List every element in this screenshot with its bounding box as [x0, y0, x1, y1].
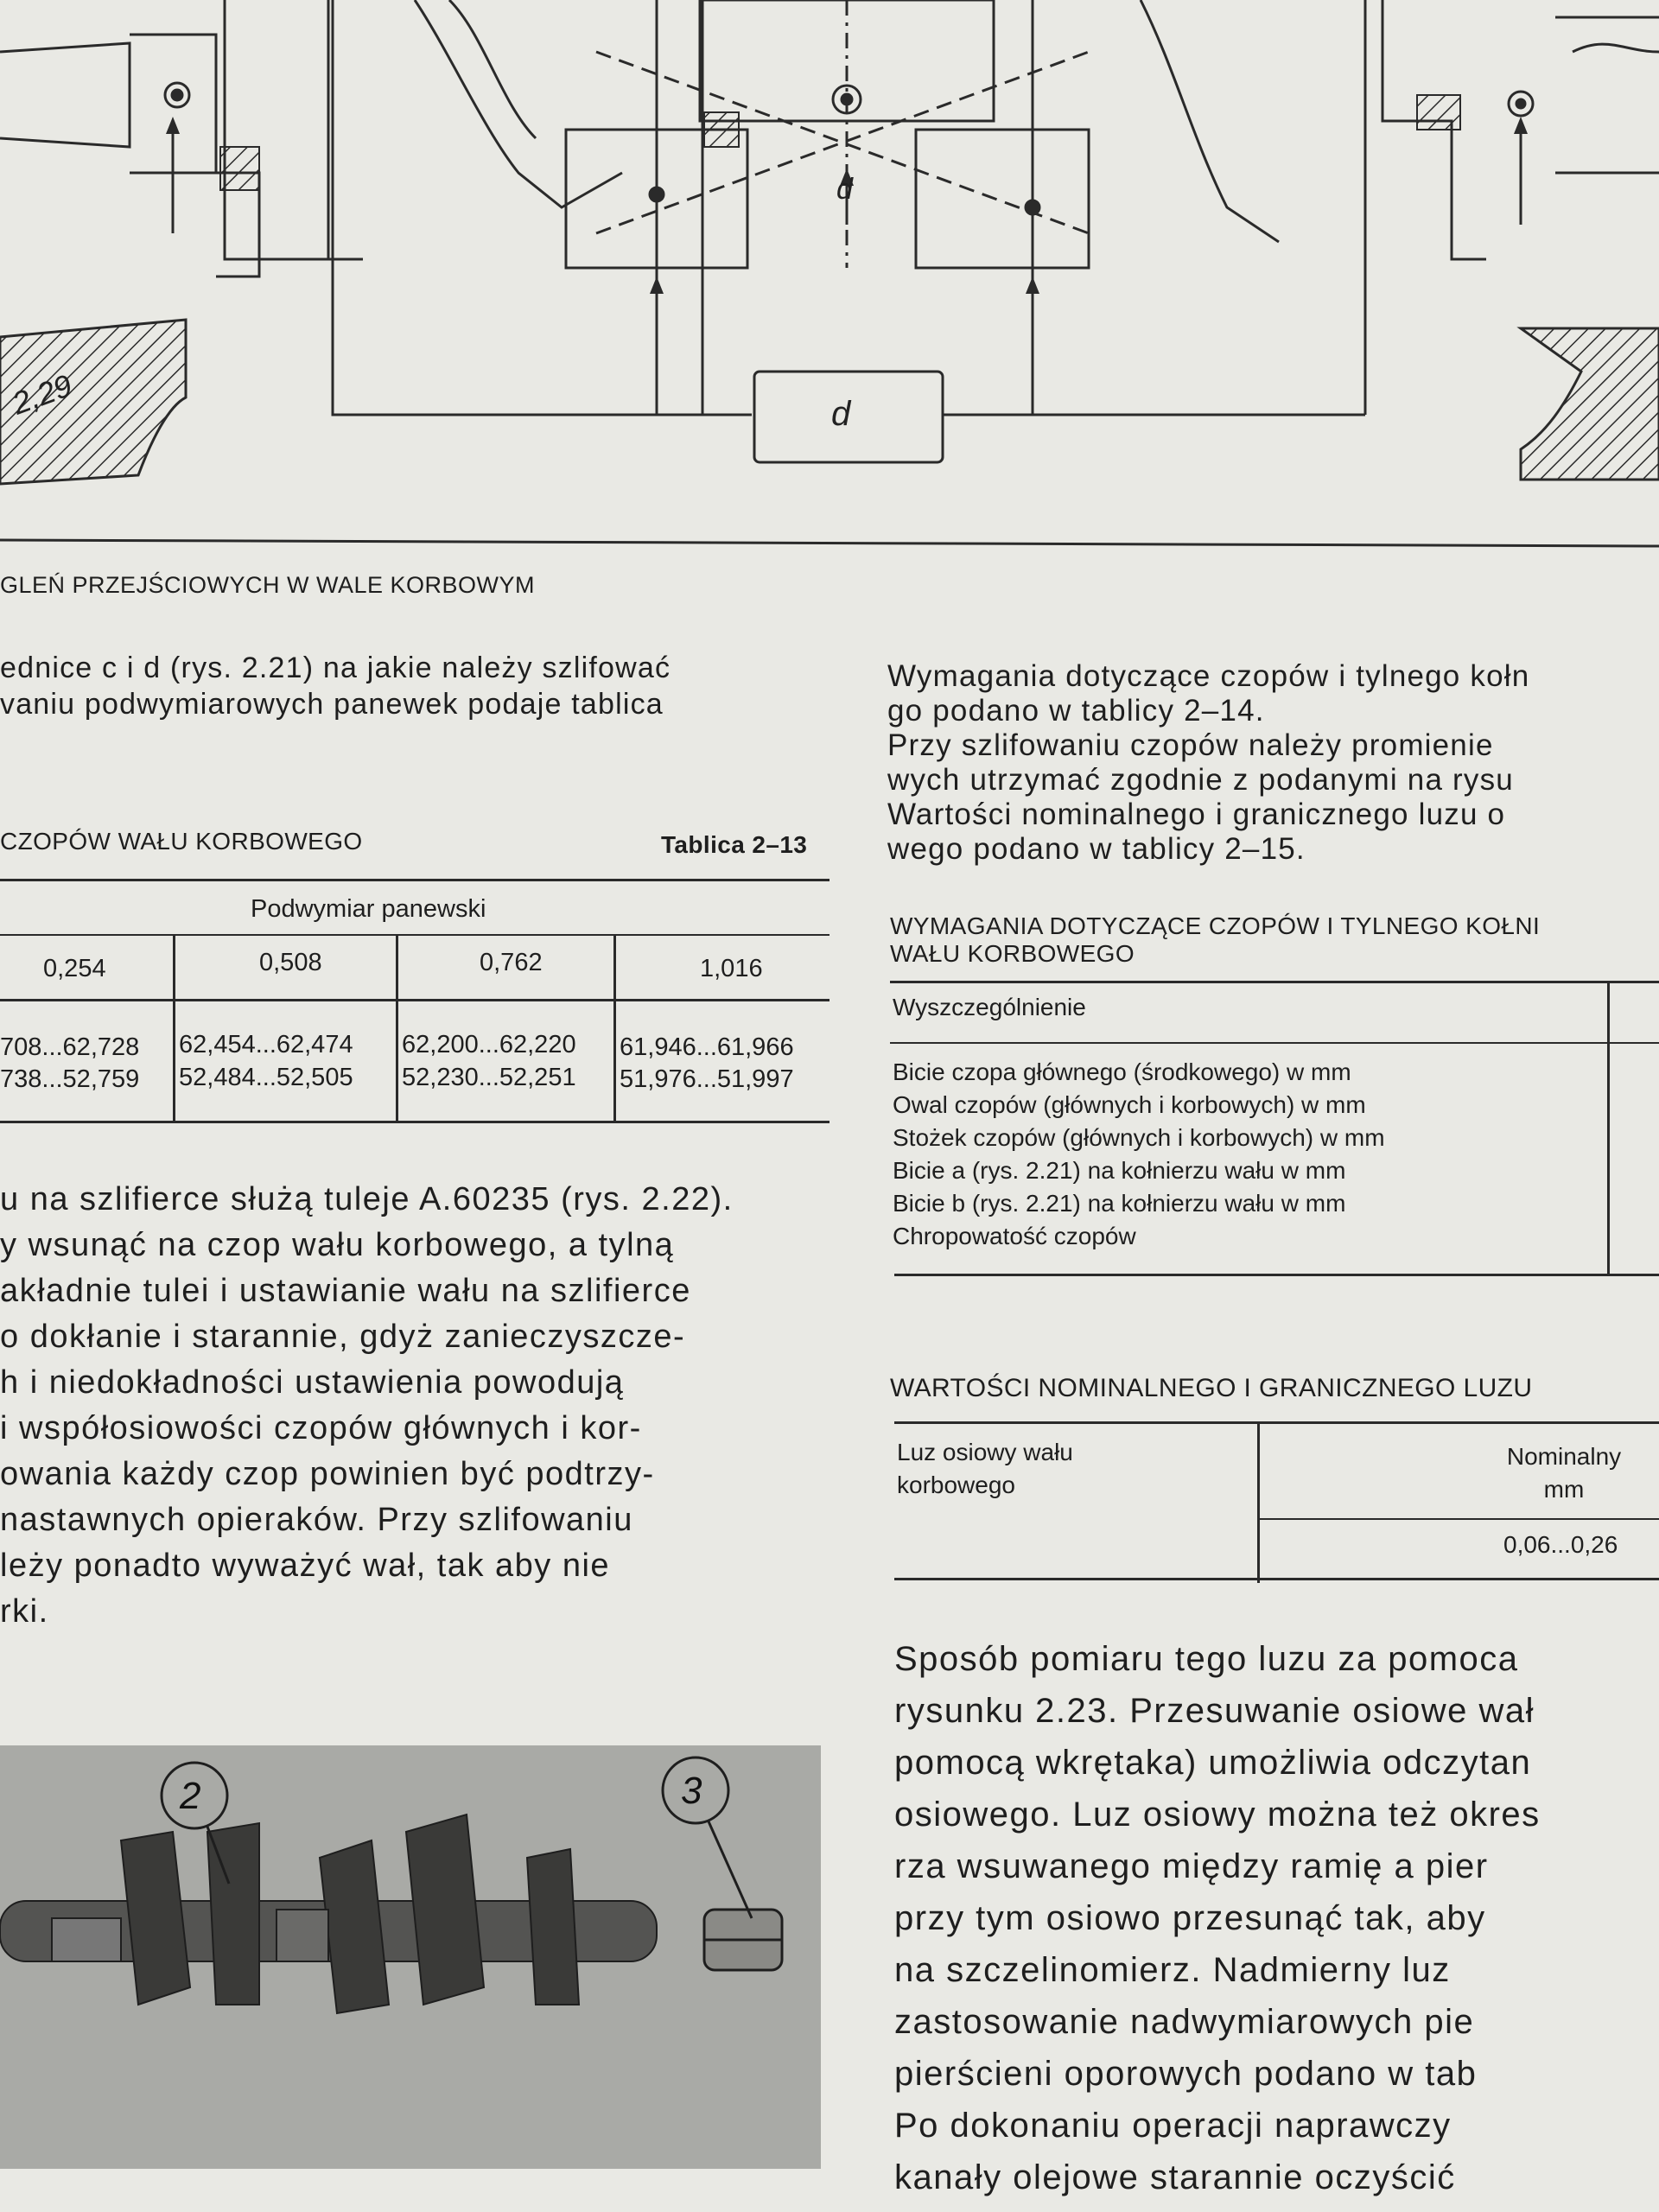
table-15-value: 0,06...0,26: [1503, 1531, 1618, 1558]
right-intro-line: Przy szlifowaniu czopów należy promienie: [887, 728, 1494, 762]
photo-label-2: 2: [180, 1775, 201, 1817]
table-13-group-header: Podwymiar panewski: [251, 895, 486, 923]
table-13-col-header: 1,016: [700, 955, 763, 982]
table-13-cell: 51,976...51,997: [620, 1065, 794, 1093]
table-13-cell: 62,200...62,220: [402, 1031, 576, 1058]
table-15-col-header-line: mm: [1543, 1476, 1585, 1503]
left-intro-line: ednice c i d (rys. 2.21) na jakie należy szlifować: [0, 652, 671, 684]
table-14-title-line: WAŁU KORBOWEGO: [890, 940, 1135, 967]
table-13-cell: 708...62,728: [0, 1033, 140, 1061]
left-body-line: akładnie tulei i ustawianie wału na szlifierce: [0, 1273, 691, 1309]
drawing-label-d-center: d: [836, 173, 853, 206]
right-body-line: rysunku 2.23. Przesuwanie osiowe wał: [894, 1692, 1535, 1730]
left-body-line: i współosiowości czopów głównych i kor-: [0, 1410, 642, 1446]
table-15-col-header: [1469, 1440, 1659, 1506]
table-13-cell: 61,946...61,966: [620, 1033, 794, 1061]
table-13-col-header: 0,762: [480, 949, 543, 976]
left-body-line: rki.: [0, 1593, 49, 1630]
table-15-col-header-line: Nominalny: [1506, 1443, 1622, 1470]
table-14-row: Stożek czopów (głównych i korbowych) w mm: [893, 1124, 1385, 1151]
left-body-line: owania każdy czop powinien być podtrzy-: [0, 1456, 655, 1492]
right-intro-line: wych utrzymać zgodnie z podanymi na rysu: [887, 763, 1514, 797]
table-13-cell: 52,484...52,505: [179, 1064, 353, 1091]
table-13-title: CZOPÓW WAŁU KORBOWEGO: [0, 828, 363, 855]
right-body-line: Sposób pomiaru tego luzu za pomoca: [894, 1640, 1519, 1678]
table-13-cell: 52,230...52,251: [402, 1064, 576, 1091]
table-15-row-label: [897, 1436, 1073, 1502]
table-15-row-label-line: Luz osiowy wału: [897, 1439, 1073, 1465]
table-13-col-header: 0,254: [43, 955, 106, 982]
left-intro: [0, 650, 671, 722]
crankshaft-photo-illustration: [0, 1745, 821, 2169]
table-14-row: Bicie a (rys. 2.21) na kołnierzu wału w mm: [893, 1157, 1346, 1184]
table-14-row: Bicie czopa głównego (środkowego) w mm: [893, 1058, 1351, 1085]
table-14-header: Wyszczególnienie: [893, 994, 1086, 1020]
right-body: [894, 1633, 1541, 2203]
right-body-line: zastosowanie nadwymiarowych pie: [894, 2003, 1475, 2041]
left-body: [0, 1177, 734, 1635]
right-body-line: Po dokonaniu operacji naprawczy: [894, 2107, 1452, 2145]
table-14-row: Bicie b (rys. 2.21) na kołnierzu wału w mm: [893, 1190, 1346, 1217]
table-13-col-header: 0,508: [259, 949, 322, 976]
right-body-line: osiowego. Luz osiowy można też okres: [894, 1796, 1541, 1834]
photo-label-3: 3: [681, 1770, 702, 1812]
table-15-title: WARTOŚCI NOMINALNEGO I GRANICZNEGO LUZU: [890, 1374, 1533, 1402]
right-intro-line: Wartości nominalnego i granicznego luzu o: [887, 798, 1506, 831]
right-intro-line: go podano w tablicy 2–14.: [887, 694, 1265, 728]
left-body-line: nastawnych opieraków. Przy szlifowaniu: [0, 1502, 633, 1538]
right-body-line: przy tym osiowo przesunąć tak, aby: [894, 1899, 1486, 1937]
left-body-line: u na szlifierce służą tuleje A.60235 (rys. 2.22).: [0, 1181, 734, 1217]
crankshaft-photo: [0, 1745, 821, 2169]
table-14-title-line: WYMAGANIA DOTYCZĄCE CZOPÓW I TYLNEGO KOŁNI: [890, 912, 1541, 939]
right-body-line: pierścieni oporowych podano w tab: [894, 2055, 1478, 2093]
drawing-label-d-box: d: [831, 395, 851, 433]
left-intro-line: vaniu podwymiarowych panewek podaje tablica: [0, 688, 664, 721]
table-14-title: [890, 912, 1540, 968]
left-body-line: y wsunąć na czop wału korbowego, a tylną: [0, 1227, 675, 1263]
right-intro: [887, 659, 1529, 867]
right-body-line: kanały olejowe starannie oczyścić: [894, 2158, 1456, 2196]
table-14-row: Chropowatość czopów: [893, 1223, 1136, 1249]
right-body-line: na szczelinomierz. Nadmierny luz: [894, 1951, 1451, 1989]
table-15-row-label-line: korbowego: [897, 1471, 1015, 1498]
right-body-line: rza wsuwanego między ramię a pier: [894, 1847, 1489, 1885]
table-13-label: Tablica 2–13: [661, 831, 808, 858]
left-body-line: o dokłanie i starannie, gdyż zanieczyszcze-: [0, 1319, 686, 1355]
table-13-cell: 738...52,759: [0, 1065, 140, 1093]
right-intro-line: wego podano w tablicy 2–15.: [887, 832, 1306, 866]
table-13-cell: 62,454...62,474: [179, 1031, 353, 1058]
left-body-line: h i niedokładności ustawienia powodują: [0, 1364, 625, 1401]
table-14-rows: [893, 1056, 1385, 1253]
right-intro-line: Wymagania dotyczące czopów i tylnego kołn: [887, 659, 1530, 693]
figure-caption: GLEŃ PRZEJŚCIOWYCH W WALE KORBOWYM: [0, 572, 536, 598]
drawing-radius-label: 2,29: [7, 367, 77, 422]
left-body-line: leży ponadto wyważyć wał, tak aby nie: [0, 1548, 611, 1584]
right-body-line: pomocą wkrętaka) umożliwia odczytan: [894, 1744, 1532, 1782]
crankshaft-technical-drawing: [0, 0, 1659, 553]
table-14-row: Owal czopów (głównych i korbowych) w mm: [893, 1091, 1366, 1118]
